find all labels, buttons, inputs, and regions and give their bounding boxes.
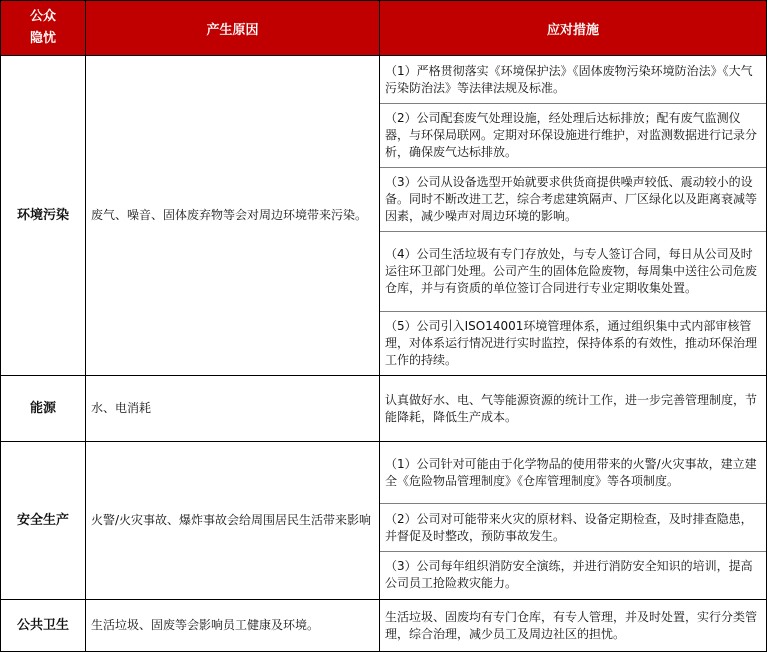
measure-item: （4）公司生活垃圾有专门存放处，与专人签订合同，每日从公司及时运往环卫部门处理。公司产生的固体危险废物，每周集中送往公司危废仓库，并与有资质的单位签订合同进行专业定期收集处置。 — [380, 232, 766, 312]
measures-cell — [380, 56, 767, 376]
cause-cell: 水、电消耗 — [86, 376, 380, 442]
table-row-public-health — [1, 600, 767, 652]
table-header-row — [1, 1, 767, 56]
table-row-environment — [1, 56, 767, 376]
table-row-energy — [1, 376, 767, 442]
measure-item: （3）公司每年组织消防安全演练，并进行消防安全知识的培训，提高公司员工抢险救灾能力。 — [385, 559, 753, 590]
header-causes: 产生原因 — [86, 1, 380, 56]
cause-cell: 生活垃圾、固废等会影响员工健康及环境。 — [86, 600, 380, 652]
header-public-concerns — [1, 1, 86, 56]
cause-cell: 火警/火灾事故、爆炸事故会给周围居民生活带来影响 — [86, 442, 380, 600]
header-public-concerns-line1: 公众 — [29, 9, 56, 24]
category-cell: 环境污染 — [1, 56, 86, 376]
measure-item: （3）公司从设备选型开始就要求供货商提供噪声较低、震动较小的设备。同时不断改进工艺，综合考虑建筑隔声、厂区绿化以及距离衰减等因素，减少噪声对周边环境的影响。 — [380, 168, 766, 232]
measure-item: （2）公司对可能带来火灾的原材料、设备定期检查，及时排查隐患，并督促及时整改，预防事故发生。 — [380, 504, 766, 552]
measure-cell: 生活垃圾、固废均有专门仓库，有专人管理，并及时处置，实行分类管理，综合治理，减少员工及周边社区的担忧。 — [380, 600, 767, 652]
category-cell: 安全生产 — [1, 442, 86, 600]
measure-item: （1）公司针对可能由于化学物品的使用带来的火警/火灾事故，建立建全《危险物品管理制度》《仓库管理制度》等各项制度。 — [380, 442, 766, 504]
cause-cell: 废气、噪音、固体废弃物等会对周边环境带来污染。 — [86, 56, 380, 376]
measure-item: （5）公司引入ISO14001环境管理体系，通过组织集中式内部审核管理，对体系运行情况进行实时监控，保持体系的有效性，推动环保治理工作的持续。 — [385, 318, 758, 367]
measure-item: （1）严格贯彻落实《环境保护法》《固体废物污染环境防治法》《大气污染防治法》等法律法规及标准。 — [380, 56, 766, 104]
category-cell: 公共卫生 — [1, 600, 86, 652]
measure-cell: 认真做好水、电、气等能源资源的统计工作，进一步完善管理制度，节能降耗，降低生产成本。 — [380, 376, 767, 442]
category-cell: 能源 — [1, 376, 86, 442]
header-measures: 应对措施 — [380, 1, 767, 56]
measures-cell — [380, 442, 767, 600]
table-row-safety — [1, 442, 767, 600]
measure-item: （2）公司配套废气处理设施，经处理后达标排放；配有废气监测仪器，与环保局联网。定期对环保设施进行维护，对监测数据进行记录分析，确保废气达标排放。 — [380, 104, 766, 168]
header-public-concerns-line2: 隐忧 — [29, 31, 56, 46]
